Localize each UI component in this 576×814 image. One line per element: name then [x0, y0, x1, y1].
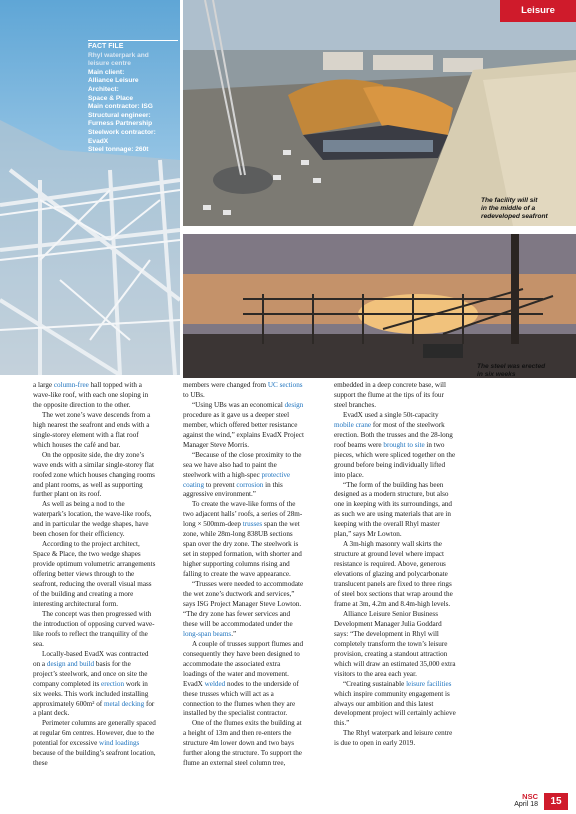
keyword-link[interactable]: leisure facilities [406, 679, 452, 688]
keyword-link[interactable]: trusses [242, 520, 263, 529]
body-paragraph: members were changed from UC sections to UBs. [183, 381, 303, 399]
text-column-1 [33, 381, 156, 769]
body-paragraph: The concept was then progressed with the introduction of opposing curved wave-like roofs to reflect the tranquility of the sea. [33, 609, 155, 648]
steel-erection-photo [183, 234, 576, 378]
fact-file-line: Space & Place [88, 94, 134, 102]
fact-file-line: Main contractor: ISG [88, 103, 153, 111]
body-paragraph: EvadX used a single 50t-capacity mobile crane for most of the steelwork erection. Both the trusses and the 28-long roof beams were brought to site in two pieces, which were spliced together on the ground before being individually lifted into place. [334, 410, 456, 479]
caption-line: in the middle of a [481, 205, 536, 212]
aerial-render-photo [183, 0, 576, 226]
section-tab: Leisure [500, 0, 576, 22]
body-paragraph: Perimeter columns are generally spaced at regular 6m centres. However, due to the potential for excessive wind loadings because of the building’s seafront location, these [33, 719, 156, 768]
body-paragraph: “The form of the building has been designed as a modern structure, but also one in keeping with its surroundings, and as such we are using materials that are in keeping with the overall Rhyl master plan,” says Mr Lowton. [334, 480, 453, 539]
keyword-link[interactable]: UC sections [267, 381, 303, 389]
page-number: 15 [544, 793, 568, 810]
fact-file-line: EvadX [88, 137, 109, 145]
aerial-photo-caption [481, 197, 575, 221]
text-column-3 [334, 381, 457, 749]
body-paragraph: embedded in a deep concrete base, will support the flume at the tips of its four steel branches. [334, 381, 447, 409]
body-paragraph: The wet zone’s wave descends from a high nearest the seafront and ends with a single-storey element with a flat roof which houses the café and bar. [33, 410, 151, 449]
body-paragraph: “Because of the close proximity to the sea we have also had to paint the steelwork with a high-spec protective coating to prevent corrosion in this aggressive environment.” [183, 450, 302, 499]
fact-file-line: Alliance Leisure [88, 77, 139, 85]
fact-file-title: FACT FILE [88, 40, 178, 52]
keyword-link[interactable]: design and build [46, 659, 95, 668]
keyword-link[interactable]: wind loadings [99, 739, 140, 748]
keyword-link[interactable]: protective coating [183, 470, 291, 489]
fact-file-line: leisure centre [88, 60, 131, 68]
body-paragraph: Locally-based EvadX was contracted on a design and build basis for the project’s steelwork, and once on site the company completed its erection work in six weeks. This work included installing approximately 600m² of metal decking for a plant deck. [33, 649, 155, 718]
body-paragraph: A couple of trusses support flumes and consequently they have been designed to accommodate the associated extra loadings of the water and movement. EvadX welded nodes to the underside of these trusses which will act as a connection to the flumes when they are installed by the specialist contractor. [183, 639, 304, 718]
issue-date: April 18 [514, 801, 538, 808]
caption-line: The steel was erected [477, 363, 546, 370]
keyword-link[interactable]: column-free [53, 381, 89, 389]
keyword-link[interactable]: metal decking [103, 699, 145, 708]
caption-line: in six weeks [477, 371, 516, 378]
text-column-2 [183, 381, 306, 769]
fact-file-line: Main client: [88, 68, 125, 76]
body-paragraph: The Rhyl waterpark and leisure centre is due to open in early 2019. [334, 729, 453, 748]
body-paragraph: To create the wave-like forms of the two adjacent halls’ roofs, a series of 28m-long × 500mm-deep trusses span the wet zone, while 28m-long 838UB sections span over the dry zone. The steelwork is set in stepped formation, with shorter and higher supporting columns rising and falling to create the wave appearance. [183, 500, 303, 579]
keyword-link[interactable]: brought to site [383, 440, 425, 449]
body-paragraph: As well as being a nod to the waterpark’s location, the wave-like roofs, and in particular the wedge shapes, have been chosen for their efficiency. [33, 500, 152, 539]
keyword-link[interactable]: long-span beams [183, 629, 232, 638]
body-paragraph: “Creating sustainable leisure facilities which inspire community engagement is always our ambition and this latest development project will certainly achieve this.” [334, 679, 456, 728]
fact-file-line: Architect: [88, 85, 119, 93]
fact-file [88, 40, 178, 155]
keyword-link[interactable]: erection [101, 679, 125, 688]
caption-line: redeveloped seafront [481, 213, 548, 220]
body-paragraph: Alliance Leisure Senior Business Development Manager Julia Goddard says: “The development in Rhyl will completely transform the town’s leisure provision, creating a standout attraction which will draw an estimated 35,000 extra visitors to the area each year. [334, 609, 456, 678]
sunset-photo-caption [477, 363, 575, 379]
caption-line: The facility will sit [481, 197, 538, 204]
body-paragraph: According to the project architect, Space & Place, the two wedge shapes provide optimum volumetric arrangements offering better views through to the seafront, reducing the overall visual mass of the building and creating a more interesting architectural form. [33, 540, 156, 608]
body-paragraph: A 3m-high masonry wall skirts the structure at ground level where impact resistance is required. Above, generous elevations of glazing and polycarbonate translucent panels are fixed to three rings of steel box sections that wrap around the frame at 3m, 4.2m and 8.4m-high levels. [334, 540, 453, 608]
fact-file-line: Rhyl waterpark and [88, 51, 149, 59]
footer-issue [506, 793, 538, 809]
fact-file-line: Furness Partnership [88, 120, 153, 128]
body-paragraph: “Using UBs was an economical design procedure as it gave us a deeper steel member, which offered better resistance against the wind,” explains EvadX Project Manager Steve Morris. [183, 400, 304, 449]
magazine-name: NSC [522, 792, 538, 801]
keyword-link[interactable]: mobile crane [334, 420, 372, 429]
keyword-link[interactable]: design [284, 400, 304, 409]
fact-file-line: Structural engineer: [88, 111, 151, 119]
fact-file-line: Steel tonnage: 260t [88, 146, 149, 154]
body-paragraph: a large column-free hall topped with a wave-like roof, with each one sloping in the opposite direction to the other. [33, 381, 149, 409]
fact-file-line: Steelwork contractor: [88, 128, 156, 136]
body-paragraph: “Trusses were needed to accommodate the wet zone’s ductwork and services,” says ISG Project Manager Steve Lowton. “The dry zone has fewer services and these will be accommodated under the long-span beams.” [183, 580, 304, 638]
steel-erection-illustration [183, 234, 576, 378]
body-paragraph: One of the flumes exits the building at a height of 13m and then re-enters the structure 4m lower down and two bays further along the structure. To support the flume an external steel column tree, [183, 719, 302, 768]
aerial-render-illustration [183, 0, 576, 226]
keyword-link[interactable]: welded [204, 679, 226, 688]
fact-file-lines [88, 52, 178, 155]
body-paragraph: On the opposite side, the dry zone’s wave ends with a similar single-storey flat roofed zone which houses changing rooms and plant rooms, as well as supporting further plant on its roof. [33, 450, 155, 499]
keyword-link[interactable]: corrosion [236, 480, 264, 489]
